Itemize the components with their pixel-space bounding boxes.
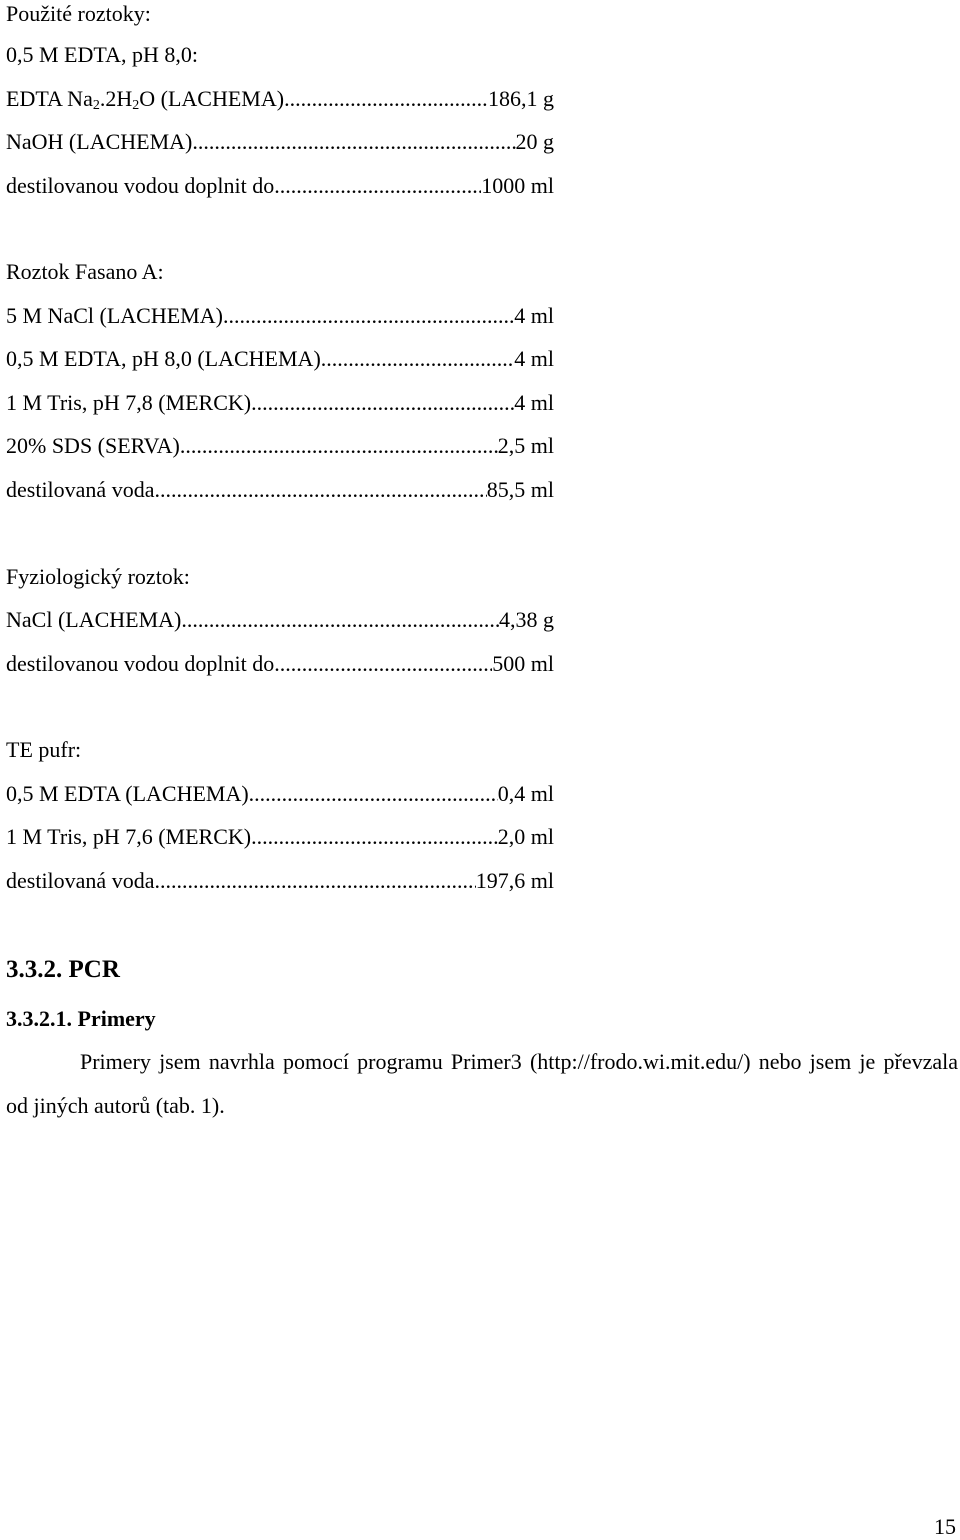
fasano-title: Roztok Fasano A: (6, 259, 164, 284)
te-title: TE pufr: (6, 737, 82, 762)
item-label: 1 M Tris, pH 7,8 (MERCK) (6, 390, 252, 415)
edta-item-3-value: 1000 ml (481, 173, 554, 198)
dot-leader (192, 129, 515, 155)
page-number: 15 (934, 1514, 956, 1539)
item-value: 4 ml (514, 390, 554, 415)
dot-leader (274, 173, 481, 199)
te-item (6, 781, 554, 807)
saline-item (6, 607, 554, 633)
dot-leader (321, 346, 514, 372)
dot-leader (251, 390, 514, 416)
dot-leader (154, 868, 475, 894)
item-value: 2,5 ml (497, 433, 554, 458)
item-value: 4,38 g (499, 607, 554, 632)
subsection-heading: 3.3.2.1. Primery (6, 1006, 156, 1031)
item-value: 2,0 ml (497, 824, 554, 849)
item-label: 0,5 M EDTA (LACHEMA) (6, 781, 249, 806)
item-label: destilovaná voda (6, 868, 155, 893)
dot-leader (180, 433, 498, 459)
te-item (6, 824, 554, 850)
item-label: destilovaná voda (6, 477, 155, 502)
edta-item-3-label: destilovanou vodou doplnit do (6, 173, 275, 198)
saline-title: Fyziologický roztok: (6, 564, 190, 589)
edta-title: 0,5 M EDTA, pH 8,0: (6, 42, 198, 67)
te-item (6, 868, 554, 894)
body-paragraph: Primery jsem navrhla pomocí programu Primer3 (http://frodo.wi.mit.edu/) nebo jsem je převzala od jiných autorů (tab. 1). (6, 1049, 958, 1118)
saline-item (6, 651, 554, 677)
fasano-item (6, 303, 554, 329)
fasano-item (6, 346, 554, 372)
item-label: 5 M NaCl (LACHEMA) (6, 303, 223, 328)
edta-item-3 (6, 173, 554, 199)
item-label: destilovanou vodou doplnit do (6, 651, 275, 676)
fasano-item (6, 433, 554, 459)
dot-leader (251, 824, 498, 850)
item-value: 85,5 ml (486, 477, 554, 502)
item-label: 0,5 M EDTA, pH 8,0 (LACHEMA) (6, 346, 321, 371)
dot-leader (154, 477, 486, 503)
dot-leader (181, 607, 499, 633)
edta-item-1-label: EDTA $Na_2.2H_2O$ (LACHEMA) (6, 86, 285, 113)
edta-item-1 (6, 86, 554, 119)
fasano-item (6, 390, 554, 416)
solutions-heading: Použité roztoky: (6, 1, 151, 26)
item-label: 20% SDS (SERVA) (6, 433, 180, 458)
section-heading: 3.3.2. PCR (6, 956, 120, 983)
dot-leader (223, 303, 514, 329)
fasano-item (6, 477, 554, 503)
dot-leader (284, 86, 488, 112)
edta-item-2 (6, 129, 554, 155)
edta-item-2-label: NaOH (LACHEMA) (6, 129, 193, 154)
dot-leader (249, 781, 498, 807)
item-value: 4 ml (514, 346, 554, 371)
item-value: 500 ml (492, 651, 554, 676)
item-label: NaCl (LACHEMA) (6, 607, 182, 632)
item-label: 1 M Tris, pH 7,6 (MERCK) (6, 824, 252, 849)
dot-leader (274, 651, 492, 677)
item-value: 197,6 ml (475, 868, 554, 893)
edta-item-2-value: 20 g (515, 129, 554, 154)
item-value: 4 ml (514, 303, 554, 328)
item-value: 0,4 ml (497, 781, 554, 806)
edta-item-1-value: 186,1 g (488, 86, 554, 111)
